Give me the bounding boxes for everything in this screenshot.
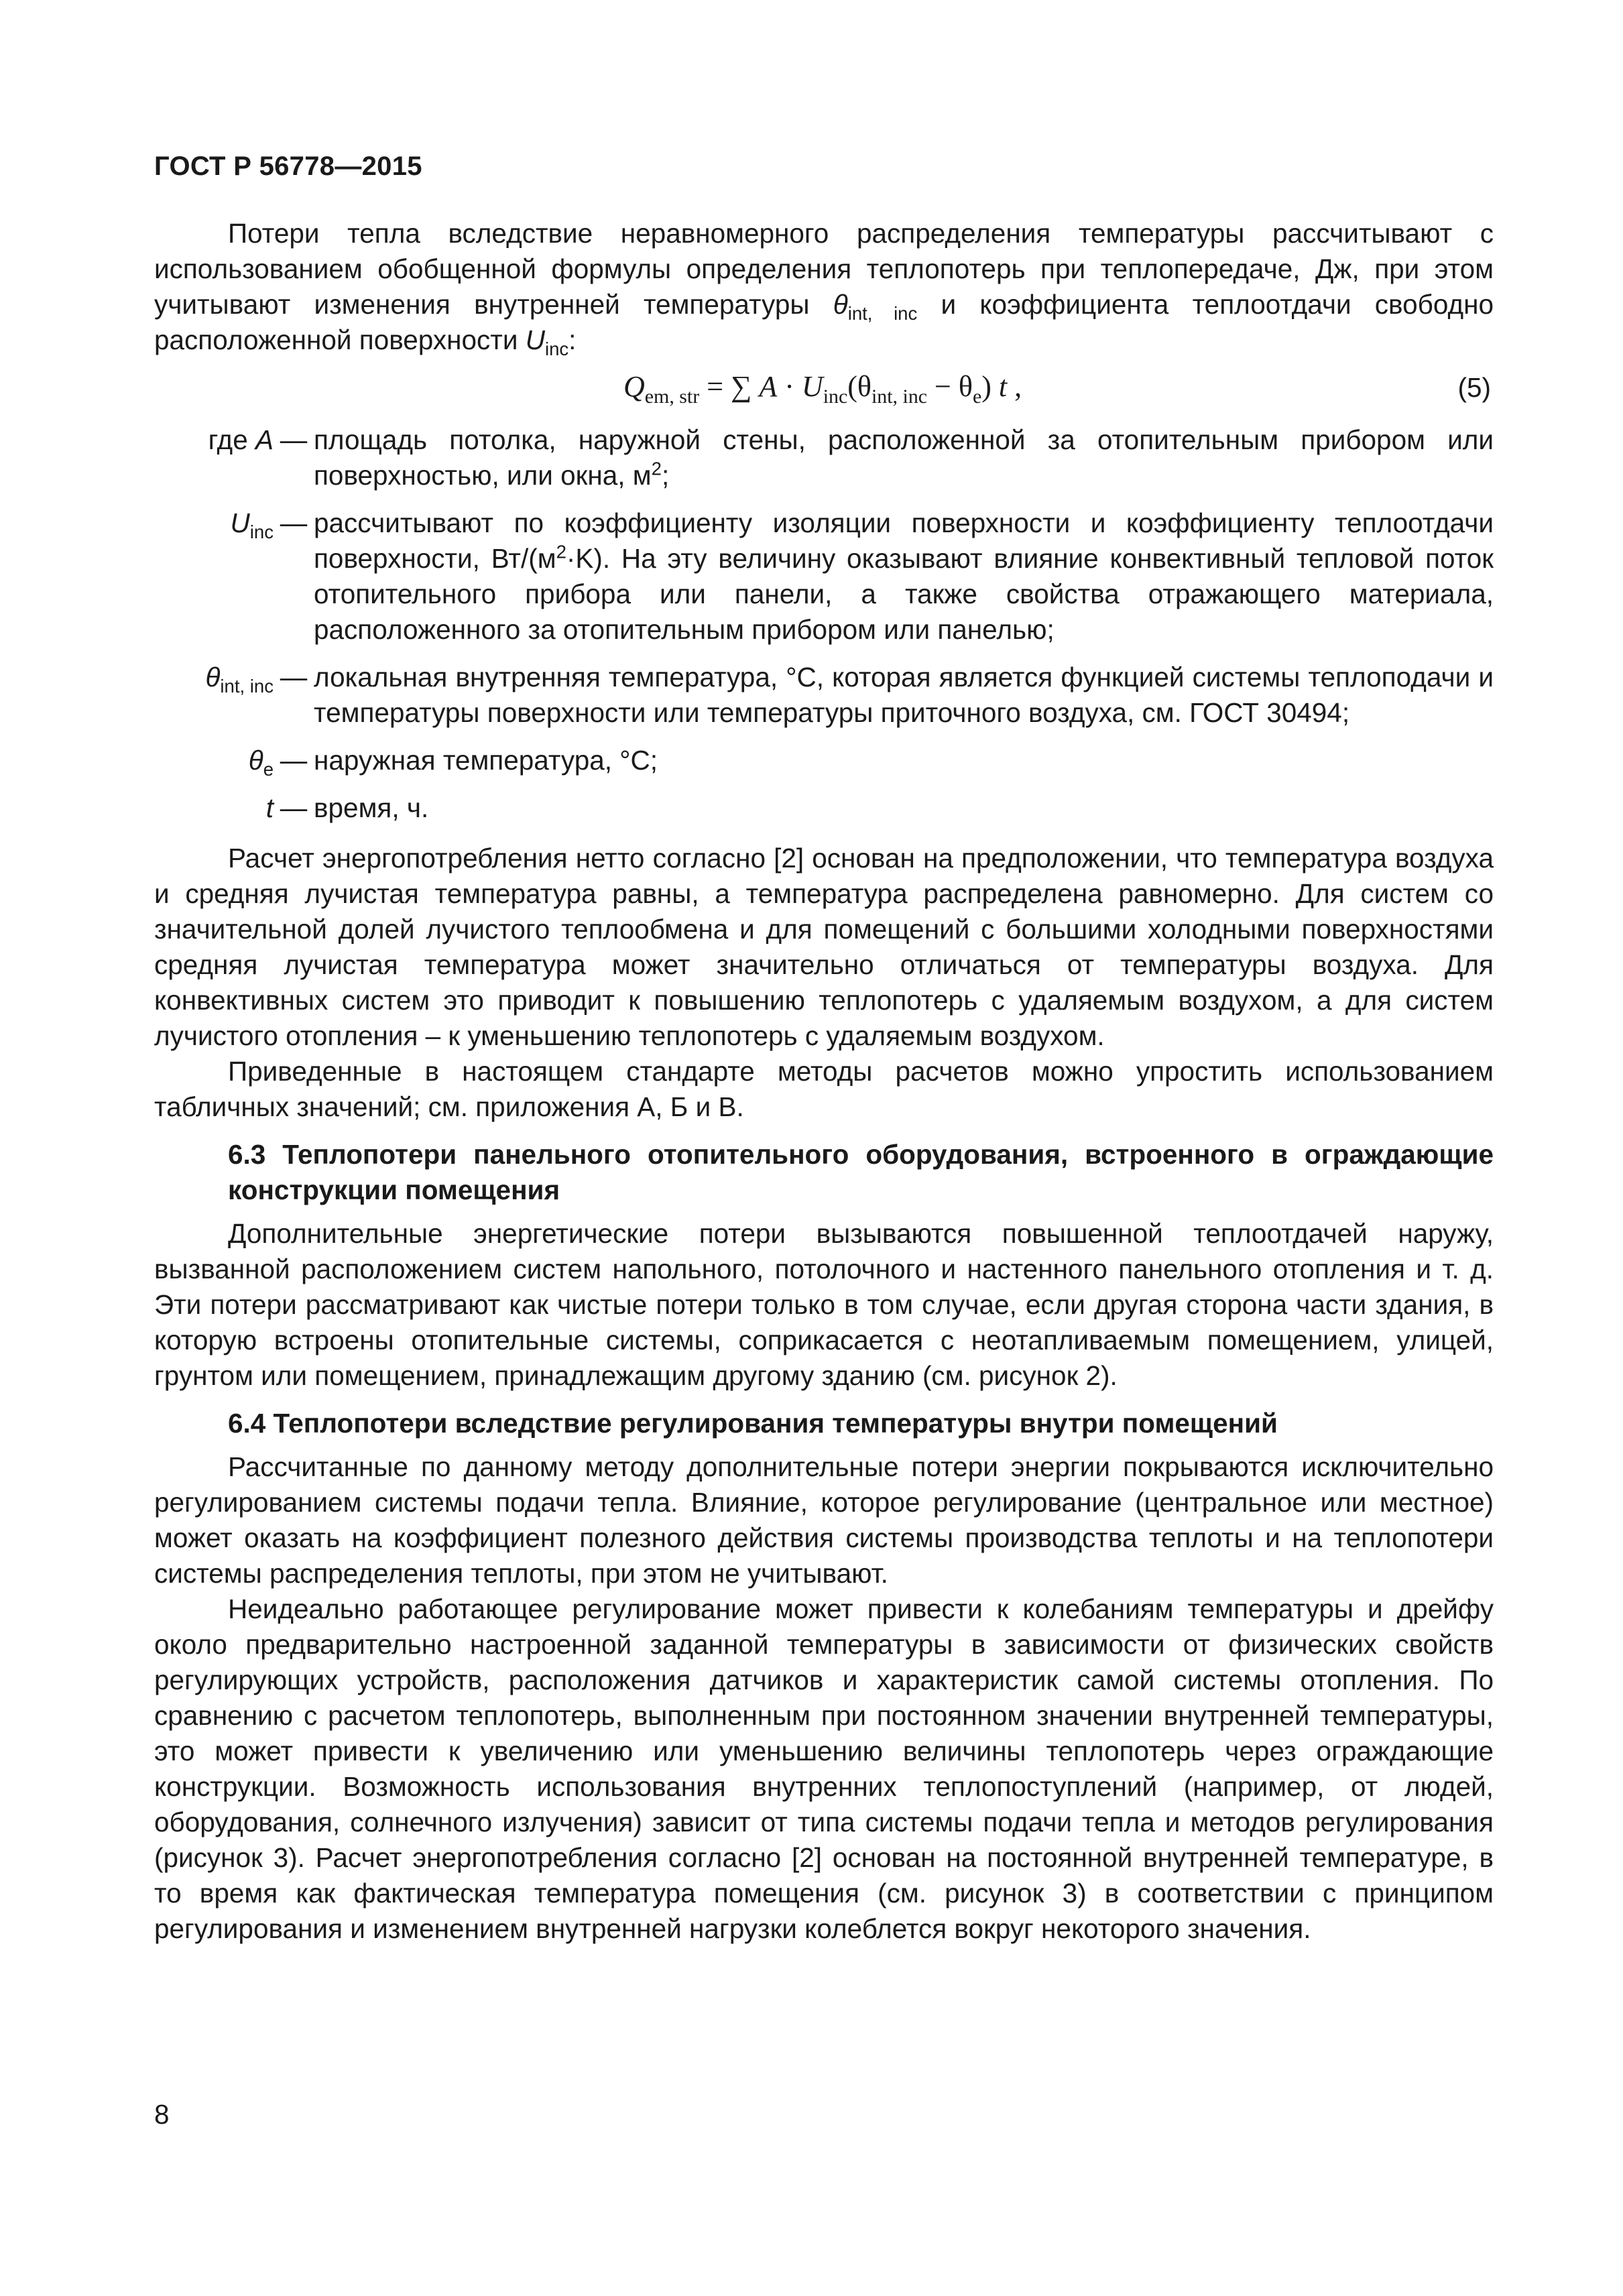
formula-number: (5) xyxy=(1457,372,1491,403)
section-heading-6-3: 6.3 Теплопотери панельного отопительного оборудования, встроенного в ограждающие конструкции помещения xyxy=(228,1139,1494,1205)
page-number: 8 xyxy=(154,2099,170,2130)
document-header: ГОСТ Р 56778—2015 xyxy=(154,152,422,181)
section-heading-6-4: 6.4 Теплопотери вследствие регулирования температуры внутри помещений xyxy=(228,1408,1278,1439)
paragraph-nonideal-regulation: Неидеально работающее регулирование может привести к колебаниям температуры и дрейфу около предварительно настроенной заданной температуры в зависимости от физических свойств регулирующих устройств, расположения датчиков и характеристик самой системы отопления. По сравнению с расчетом теплопотерь, выполненным при постоянном значении внутренней температуры, это может привести к увеличению или уменьшению величины теплопотерь через ограждающие конструкции. Возможность использования внутренних теплопоступлений (например, от людей, оборудования, солнечного излучения) зависит от типа системы подачи тепла и методов регулирования (рисунок 3). Расчет энергопотребления согласно [2] основан на постоянной внутренней температуре, в то время как фактическая температура помещения (см. рисунок 3) в соответствии с принципом регулирования и изменением внутренней нагрузки колеблется вокруг некоторого значения. xyxy=(154,1593,1494,1944)
definition-u-inc: $U_{inc}$ — рассчитывают по коэффициенту изоляции поверхности и коэффициенту теплоотдачи поверхности, $Вт/(м^2\cdot K)$. На эту величину оказывают влияние конвективный тепловой поток отопительного прибора или панели, а также свойства отражающего материала, расположенного за отопительным прибором или панелью; xyxy=(230,507,1494,645)
page-body xyxy=(154,216,1494,1947)
paragraph-simplification: Приведенные в настоящем стандарте методы расчетов можно упростить использованием табличных значений; см. приложения А, Б и В. xyxy=(154,1056,1494,1122)
definition-theta-int-inc: $\theta_{int, inc}$ — локальная внутренняя температура, °C, которая является функцией системы теплоподачи и температуры поверхности или температуры приточного воздуха, см. ГОСТ 30494; xyxy=(205,662,1494,728)
definition-a: где A — площадь потолка, наружной стены, расположенной за отопительным прибором или поверхностью, или окна, $м^2$; xyxy=(208,424,1494,491)
definitions-list xyxy=(154,422,1494,826)
paragraph-regulation-losses: Рассчитанные по данному методу дополнительные потери энергии покрываются исключительно регулированием системы подачи тепла. Влияние, которое регулирование (центральное или местное) может оказать на коэффициент полезного действия системы производства теплоты и на теплопотери системы распределения теплоты, при этом не учитывают. xyxy=(154,1451,1494,1589)
paragraph-heat-loss-intro: Потери тепла вследствие неравномерного распределения температуры рассчитывают с использованием обобщенной формулы определения теплопотерь при теплопередаче, Дж, при этом учитывают изменения внутренней температуры $\theta_{int, inc}$ и коэффициента теплоотдачи свободно расположенной поверхности $U_{inc}$: xyxy=(154,218,1494,360)
formula-expression: $Q_{em, str}$ = ∑ $A \cdot U_{inc}(\theta_{int, inc} - \theta_e)$ t , xyxy=(623,370,1022,408)
paragraph-panel-losses: Дополнительные энергетические потери вызываются повышенной теплоотдачей наружу, вызванной расположением систем напольного, потолочного и настенного панельного отопления и т. д. Эти потери рассматривают как чистые потери только в том случае, если другая сторона части здания, в которую встроены отопительные системы, соприкасается с неотапливаемым помещением, улицей, грунтом или помещением, принадлежащим другому зданию (см. рисунок 2). xyxy=(154,1218,1494,1391)
definition-t: t — время, ч. xyxy=(265,792,429,823)
formula-5 xyxy=(154,361,1494,416)
definition-theta-e: $\theta_e$ — наружная температура, °C; xyxy=(248,745,658,780)
u-symbol: U xyxy=(525,324,545,355)
theta-symbol: θ xyxy=(833,289,848,320)
paragraph-net-energy: Расчет энергопотребления нетто согласно [2] основан на предположении, что температура воздуха и средняя лучистая температура равны, а температура распределена равномерно. Для систем со значительной долей лучистого теплообмена и для помещений с большими холодными поверхностями средняя лучистая температура может значительно отличаться от температуры воздуха. Для конвективных систем это приводит к повышению теплопотерь с удаляемым воздухом, а для систем лучистого отопления – к уменьшению теплопотерь с удаляемым воздухом. xyxy=(154,843,1494,1051)
